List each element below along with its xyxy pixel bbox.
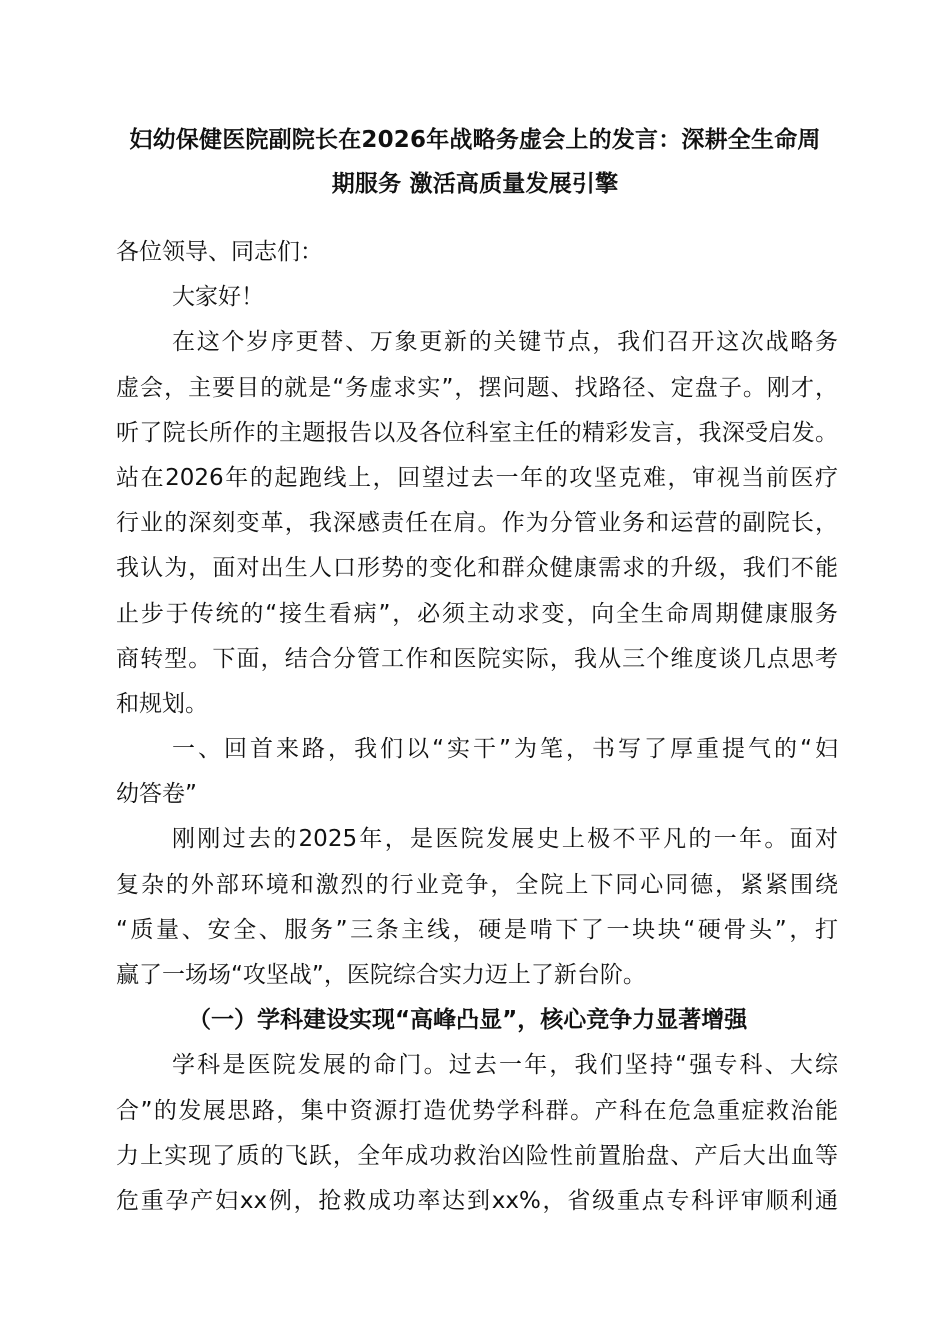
greeting: 大家好！ xyxy=(172,284,264,311)
paragraph-line: 危重孕产妇xx例，抢救成功率达到xx%，省级重点专科评审顺利通 xyxy=(116,1187,838,1214)
document-title xyxy=(112,118,838,206)
paragraph-line: “质量、安全、服务”三条主线，硬是啃下了一块块“硬骨头”，打 xyxy=(116,916,838,943)
paragraph-line: 行业的深刻变革，我深感责任在肩。作为分管业务和运营的副院长， xyxy=(116,510,838,537)
paragraph-line: 赢了一场场“攻坚战”，医院综合实力迈上了新台阶。 xyxy=(116,962,646,988)
section-heading: 一、回首来路，我们以“实干”为笔，书写了厚重提气的“妇 xyxy=(172,736,838,763)
paragraph-line: 合”的发展思路，集中资源打造优势学科群。产科在危急重症救治能 xyxy=(116,1097,838,1124)
paragraph-line: 刚刚过去的2025年，是医院发展史上极不平凡的一年。面对 xyxy=(172,826,838,853)
title-line: 期服务 激活高质量发展引擎 xyxy=(331,171,619,197)
paragraph-line: 虚会，主要目的就是“务虚求实”，摆问题、找路径、定盘子。刚才， xyxy=(116,374,838,401)
salutation: 各位领导、同志们： xyxy=(116,239,323,265)
document-body xyxy=(116,230,838,1224)
paragraph-line: 商转型。下面，结合分管工作和医院实际，我从三个维度谈几点思考 xyxy=(116,645,838,672)
paragraph-line: 学科是医院发展的命门。过去一年，我们坚持“强专科、大综 xyxy=(172,1052,838,1079)
section-heading: 幼答卷” xyxy=(116,781,197,808)
paragraph-line: 在这个岁序更替、万象更新的关键节点，我们召开这次战略务 xyxy=(172,329,838,356)
paragraph-line: 我认为，面对出生人口形势的变化和群众健康需求的升级，我们不能 xyxy=(116,555,838,582)
paragraph-line: 力上实现了质的飞跃，全年成功救治凶险性前置胎盘、产后大出血等 xyxy=(116,1142,838,1169)
title-line: 妇幼保健医院副院长在2026年战略务虚会上的发言：深耕全生命周 xyxy=(129,127,821,153)
paragraph-line: 站在2026年的起跑线上，回望过去一年的攻坚克难，审视当前医疗 xyxy=(116,464,838,491)
subsection-heading: （一）学科建设实现“高峰凸显”，核心竞争力显著增强 xyxy=(188,1007,748,1034)
paragraph-line: 听了院长所作的主题报告以及各位科室主任的精彩发言，我深受启发。 xyxy=(116,419,838,446)
paragraph-line: 止步于传统的“接生看病”，必须主动求变，向全生命周期健康服务 xyxy=(116,600,838,627)
paragraph-line: 复杂的外部环境和激烈的行业竞争，全院上下同心同德，紧紧围绕 xyxy=(116,871,838,898)
paragraph-line: 和规划。 xyxy=(116,690,208,717)
